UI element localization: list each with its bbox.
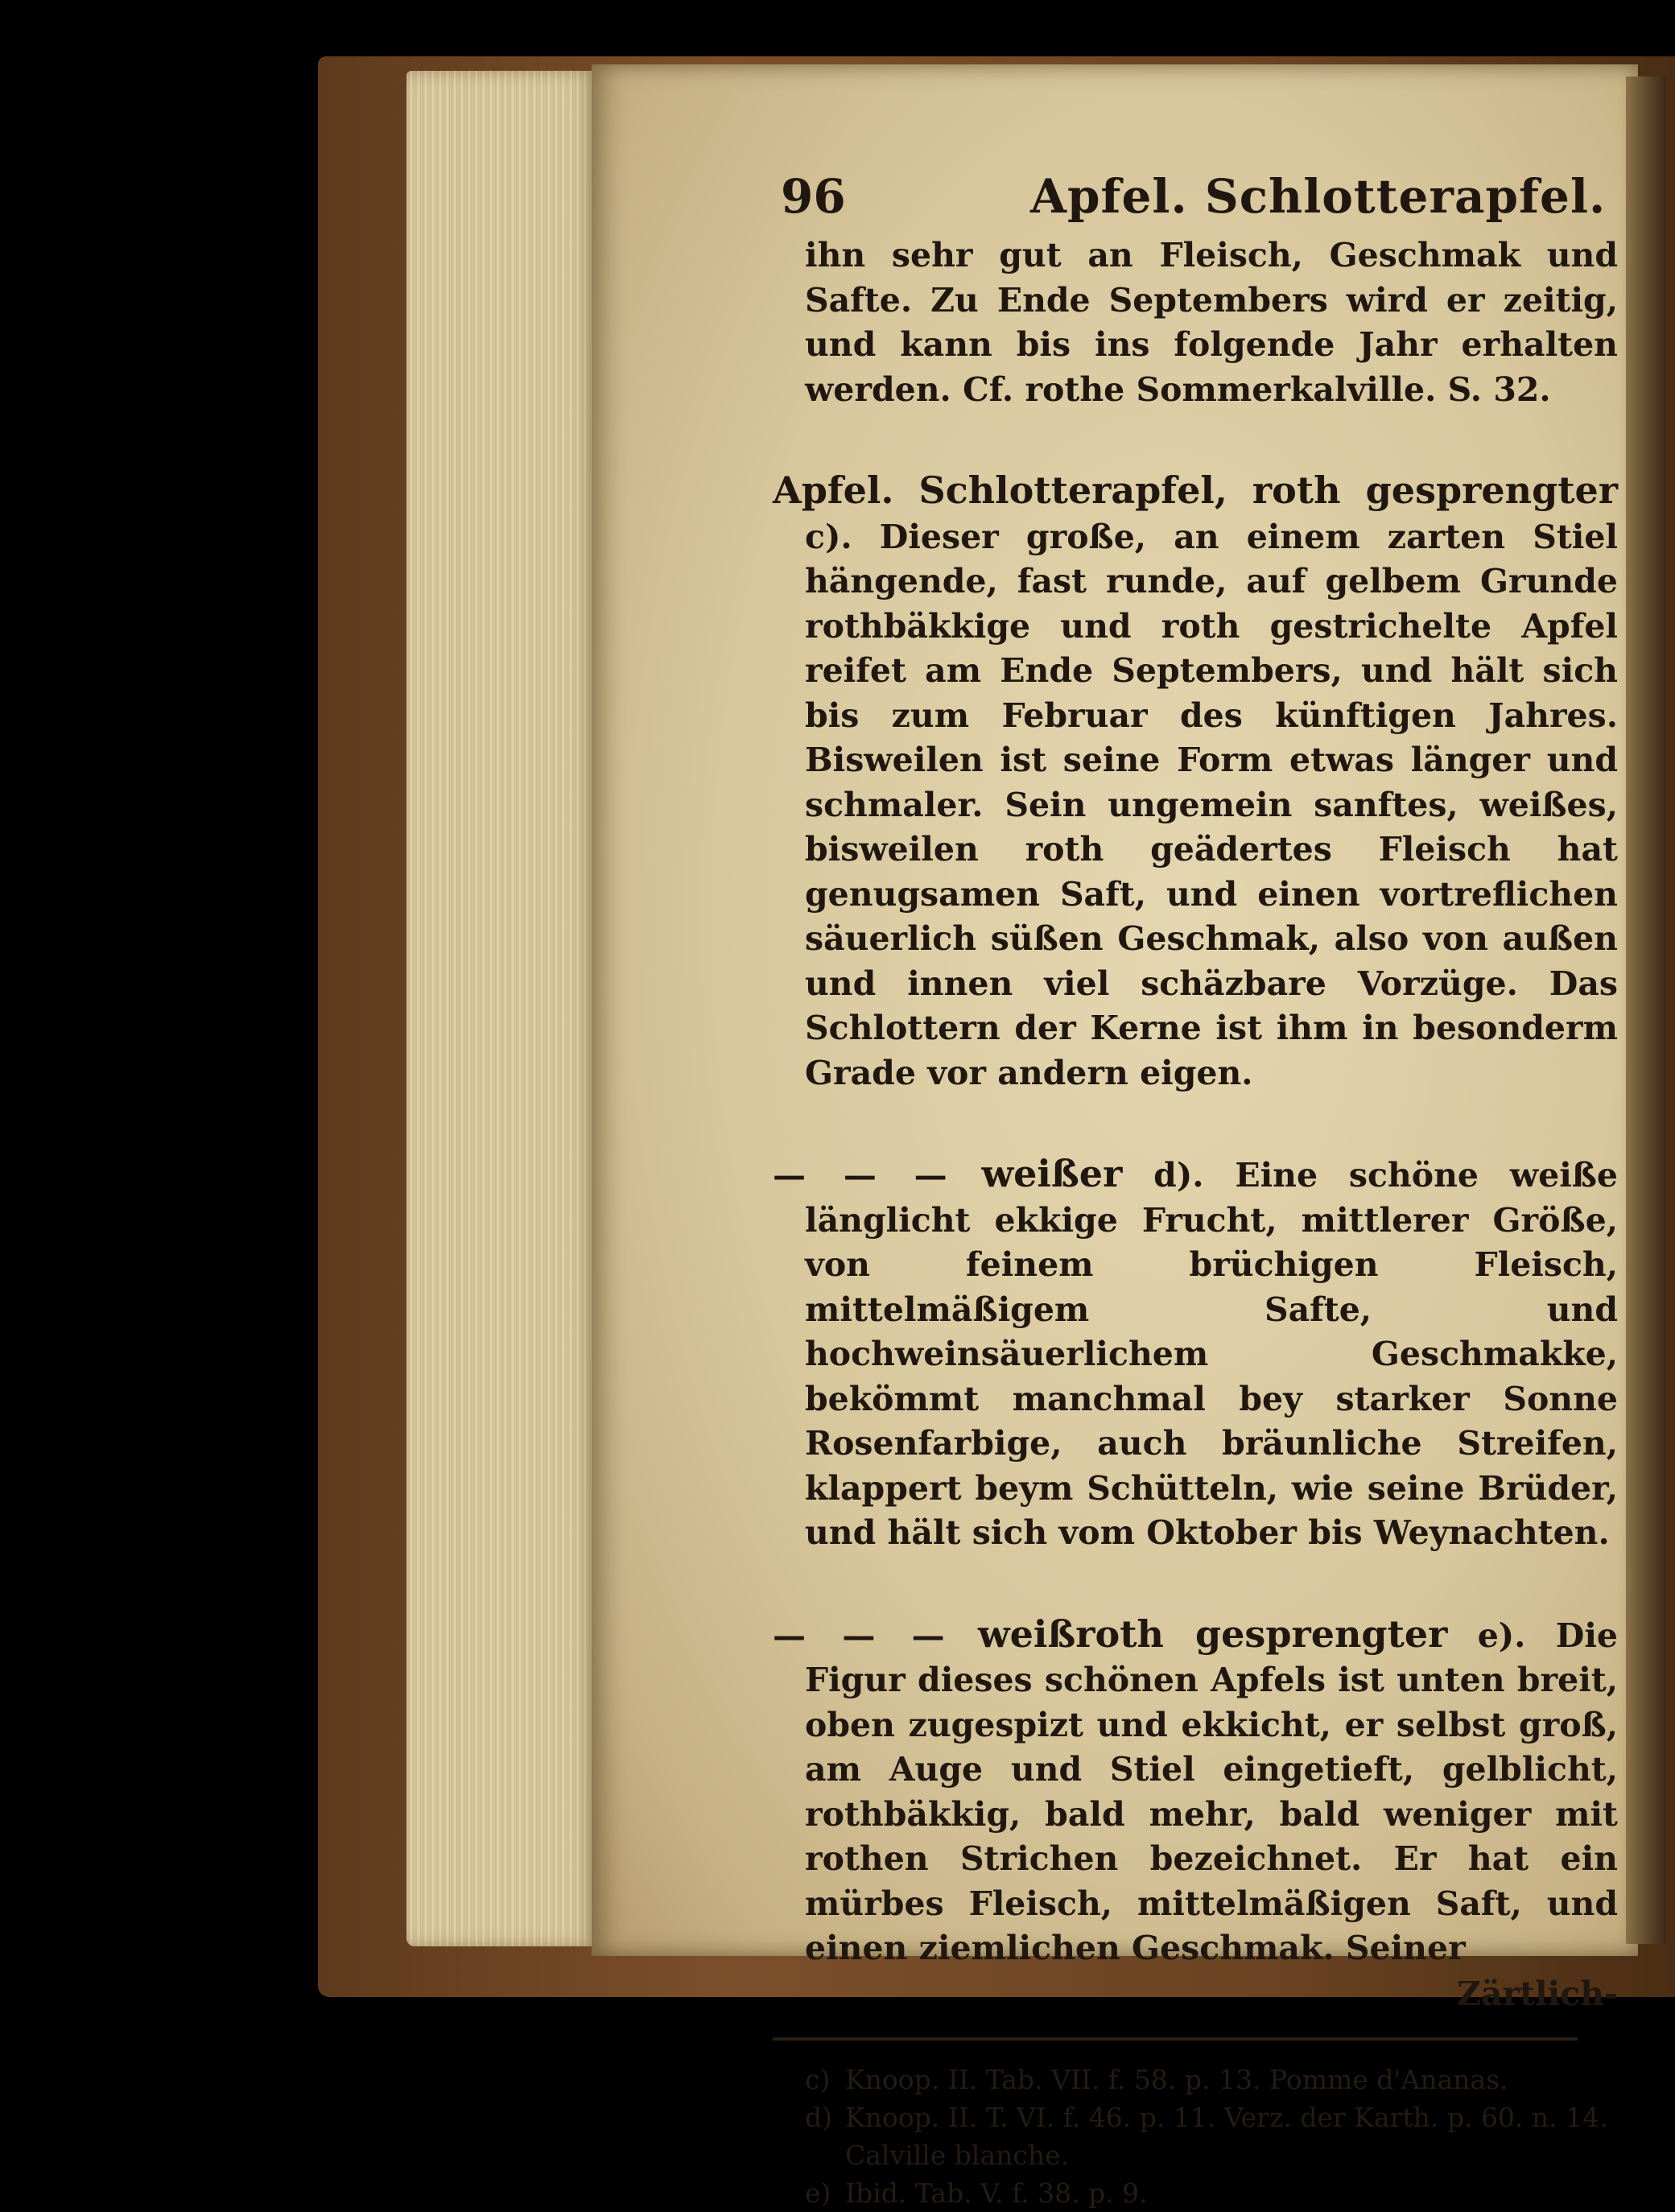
footnote-text: Ibid. Tab. V. f. 38. p. 9. bbox=[845, 2177, 1148, 2209]
ditto-dashes: — — — bbox=[773, 1156, 951, 1195]
page-edges bbox=[406, 71, 596, 1946]
footnotes bbox=[805, 2061, 1618, 2212]
entry-heading: Apfel. Schlotterapfel, roth gesprengter bbox=[773, 468, 1618, 512]
footnote-rule bbox=[773, 2037, 1578, 2041]
footnote-d bbox=[805, 2099, 1618, 2136]
footnote-ref: d). bbox=[1153, 1156, 1204, 1195]
entry-weissroth-gesprengter bbox=[773, 1612, 1619, 1971]
entry-heading: weißroth gesprengter bbox=[978, 1612, 1448, 1656]
entry-body: Eine schöne weiße länglicht ekkige Frucht, mittlerer Größe, von feinem brüchigen Fleisch, mittelmäßigem Safte, und hochweinsäuerlichem Geschmakke, bekömmt manchmal bey starker Sonne Rosenfarbige, auch bräunliche Streifen, klappert beym Schütteln, wie seine Brüder, und hält sich vom Oktober bis Weynachten. bbox=[805, 1156, 1619, 1552]
footnote-mark: d) bbox=[805, 2101, 832, 2133]
paragraph-continuation: ihn sehr gut an Fleisch, Geschmak und Safte. Zu Ende Septembers wird er zeitig, und kann bis ins folgende Jahr erhalten werden. Cf. rothe Sommerkalville. S. 32. bbox=[805, 236, 1618, 409]
page-content bbox=[773, 161, 1619, 2212]
entry-body: Die Figur dieses schönen Apfels ist unten breit, oben zugespizt und ekkicht, er selbst groß, am Auge und Stiel eingetieft, gelblicht, rothbäkkig, bald mehr, bald weniger mit rothen Strichen bezeichnet. Er hat ein mürbes Fleisch, mittelmäßigen Saft, und einen ziemlichen Geschmak. Seiner bbox=[805, 1616, 1619, 1967]
footnote-c bbox=[805, 2061, 1618, 2099]
footnote-text: Knoop. II. T. VI. f. 46. p. 11. Verz. der Karth. p. 60. n. 14. bbox=[845, 2101, 1608, 2133]
page-header bbox=[781, 161, 1618, 233]
running-title: Apfel. Schlotterapfel. bbox=[1030, 169, 1607, 224]
catchword: Zärtlich- bbox=[1457, 1974, 1618, 2013]
footnote-mark: e) bbox=[805, 2177, 831, 2209]
entry-weisser bbox=[773, 1152, 1619, 1556]
footnote-text: Knoop. II. Tab. VII. f. 58. p. 13. Pomme d'Ananas. bbox=[845, 2063, 1508, 2095]
footnote-ref: e). bbox=[1477, 1616, 1526, 1655]
page-gutter bbox=[1626, 76, 1666, 1944]
footnote-d-continuation: Calville blanche. bbox=[845, 2139, 1070, 2171]
footnote-e bbox=[805, 2174, 1618, 2212]
entry-roth-gesprengter bbox=[773, 468, 1619, 1096]
ditto-dashes: — — — bbox=[773, 1616, 948, 1655]
footnote-mark: c) bbox=[805, 2063, 831, 2095]
footnote-ref: c). bbox=[805, 517, 852, 556]
entry-heading: weißer bbox=[981, 1152, 1123, 1195]
page-number: 96 bbox=[781, 169, 846, 224]
entry-body: Dieser große, an einem zarten Stiel hängende, fast runde, auf gelbem Grunde rothbäkkige und roth gestrichelte Apfel reifet am Ende Septembers, und hält sich bis zum Februar des künftigen Jahres. Bisweilen ist seine Form etwas länger und schmaler. Sein ungemein sanftes, weißes, bisweilen roth geädertes Fleisch hat genugsamen Saft, und einen vortreflichen säuerlich süßen Geschmak, also von außen und innen viel schäzbare Vorzüge. Das Schlottern der Kerne ist ihm in besonderm Grade vor andern eigen. bbox=[805, 517, 1619, 1092]
